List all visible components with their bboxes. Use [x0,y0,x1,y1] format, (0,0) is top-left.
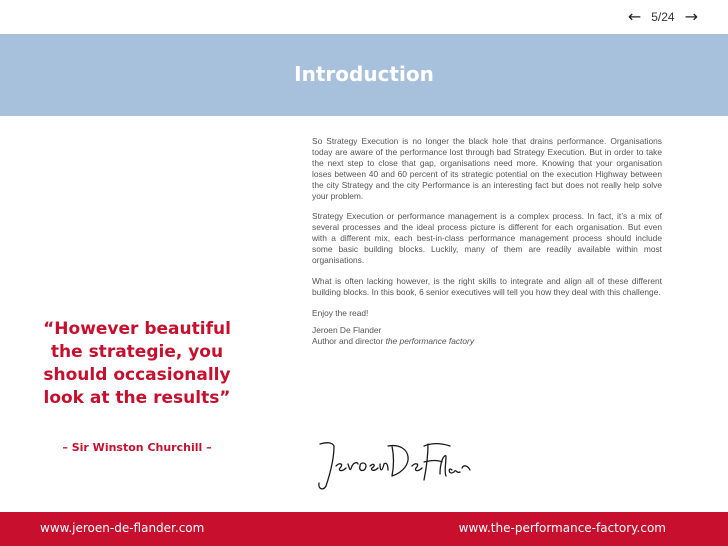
footer-band [0,512,728,546]
introduction-text [312,136,662,347]
footer-website-link[interactable]: www.jeroen-de-flander.com [40,521,205,535]
quote-line: “However beautiful [43,319,231,339]
body-paragraph: So Strategy Execution is no longer the black hole that drains performance. Organisations today are aware of the performance lost through bad Strategy Execution. But in order to take the next step to close that gap, organisations need more. Knowing that your organisation loses between 40 and 60 percent of its strategic potential on the execution Highway between the city Strategy and the city Performance is an interesting fact but does not really help solve your problem. [312,136,662,201]
page-title: Introduction [294,62,434,86]
quote-line: the strategie, you [50,342,224,362]
company-name: the performance factory [385,335,475,346]
slide-navigation [628,8,698,26]
header-band [0,34,728,116]
footer-company-link[interactable]: www.the-performance-factory.com [458,521,666,535]
quote-attribution: – Sir Winston Churchill – [62,441,212,454]
author-role-prefix: Author and director [312,335,386,346]
handwritten-signature [312,434,472,494]
closing-line: Enjoy the read! [312,307,369,318]
author-name: Jeroen De Flander [312,324,382,335]
body-paragraph: Strategy Execution or performance management is a complex process. In fact, it’s a mix of several processes and the ideal process picture is different for each organisation. But even with a different mix, each best-in-class performance management process should include some basic building blocks. Luckily, many of them are readily available within most organisations. [312,211,662,266]
previous-arrow-icon[interactable]: ← [627,7,642,26]
author-role [312,336,662,347]
quote-block [30,318,244,410]
next-arrow-icon[interactable]: → [684,7,698,26]
quote-line: look at the results” [43,388,231,408]
quote-line: should occasionally [43,365,231,385]
page-indicator: 5/24 [651,10,675,24]
body-paragraph: What is often lacking however, is the right skills to integrate and align all of these different building blocks. In this book, 6 senior executives will tell you how they deal with this challenge. [312,275,662,297]
